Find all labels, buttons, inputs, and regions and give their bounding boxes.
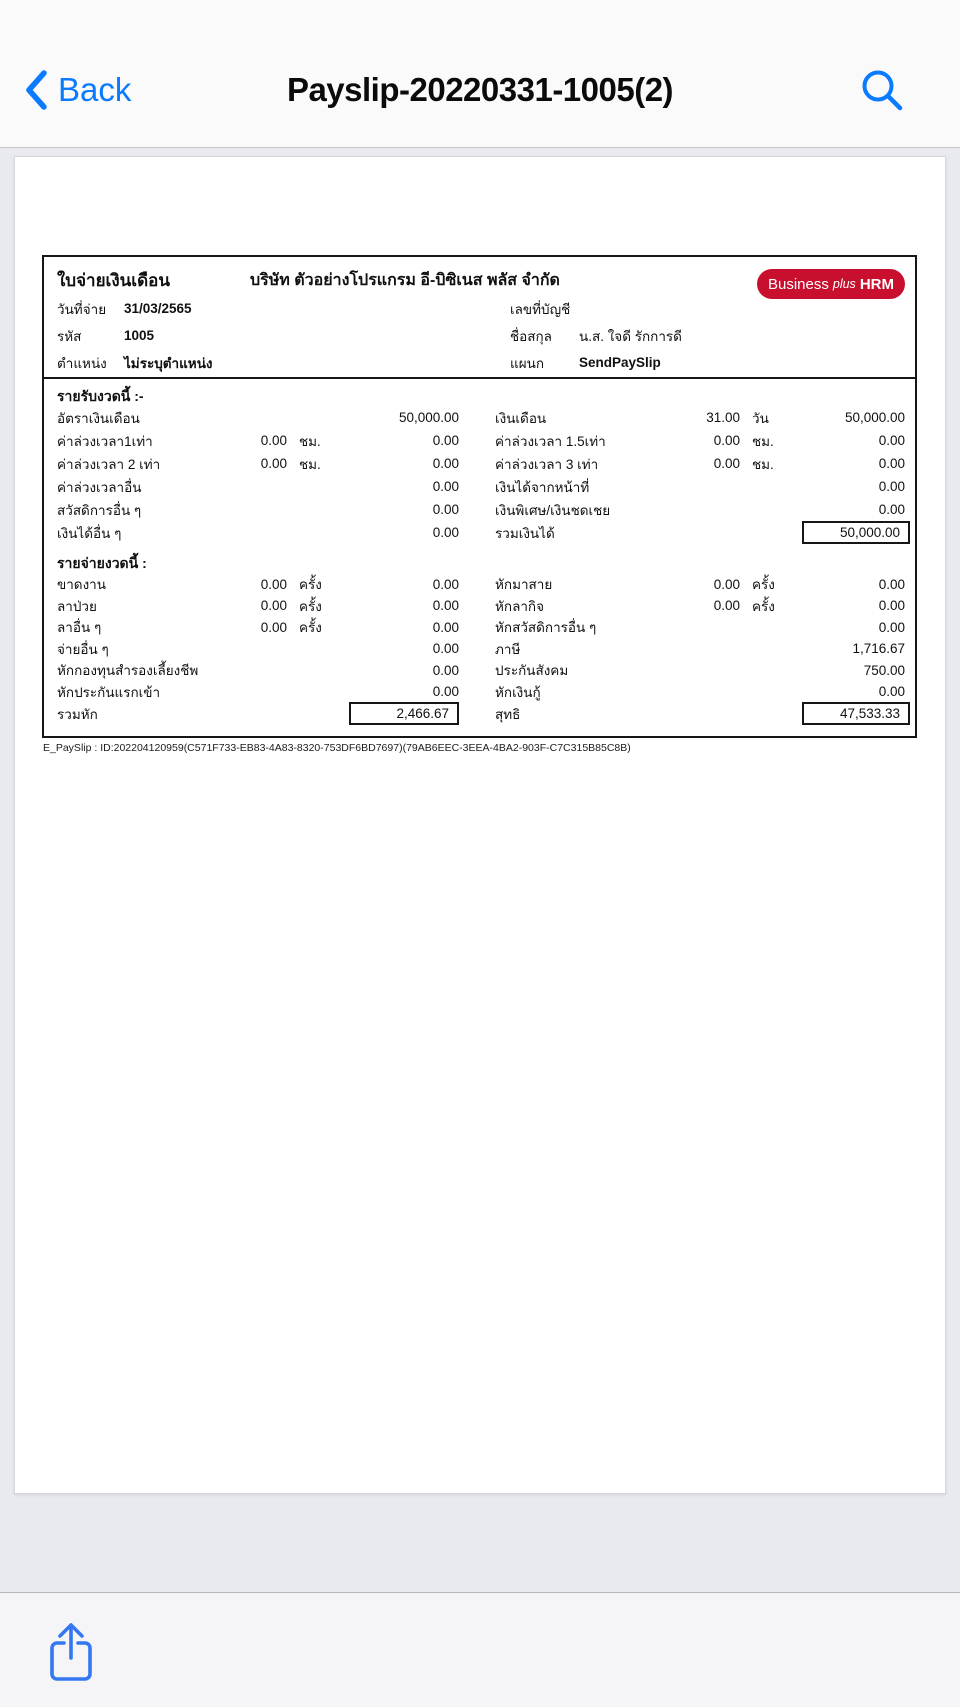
payslip-row [44, 616, 915, 638]
row-unit: ครั้ง [299, 598, 322, 614]
row-qty: 31.00 [706, 410, 740, 425]
row-label: สุทธิ [495, 706, 521, 722]
payslip-footnote-id: E_PaySlip : ID:202204120959(C571F733-EB83-4A83-8320-753DF6BD7697)(79AB6EEC-3EEA-4BA2-903F-C7C315B85C8B) [43, 742, 631, 754]
payslip-row [44, 573, 915, 595]
nav-row [0, 60, 960, 120]
field-label: ตำแหน่ง [57, 355, 107, 371]
payslip-row [44, 659, 915, 681]
row-qty: 0.00 [260, 456, 287, 471]
payslip-doc-title: ใบจ่ายเงินเดือน [57, 271, 170, 290]
row-unit: ชม. [299, 456, 321, 472]
field-value: 1005 [124, 328, 155, 343]
row-amt: 0.00 [432, 576, 459, 592]
logo-text-plus: plus [832, 277, 856, 291]
back-button[interactable] [24, 60, 131, 120]
row-label: อัตราเงินเดือน [57, 410, 140, 426]
row-unit: ชม. [752, 456, 774, 472]
row-amt: 0.00 [432, 433, 459, 448]
row-amt: 0.00 [432, 502, 459, 517]
row-label: ลาอื่น ๆ [57, 620, 102, 636]
income-rows [44, 406, 915, 544]
field-value: ไม่ระบุตำแหน่ง [124, 355, 213, 371]
payslip-row [44, 452, 915, 475]
row-label: สวัสดิการอื่น ๆ [57, 502, 142, 518]
row-label: หักประกันแรกเข้า [57, 684, 161, 700]
row-label: จ่ายอื่น ๆ [57, 641, 109, 657]
row-amt: 750.00 [863, 662, 905, 678]
row-label: เงินพิเศษ/เงินชดเชย [495, 502, 611, 518]
row-unit: ชม. [299, 433, 321, 449]
back-label: Back [58, 71, 132, 108]
row-label: หักลากิจ [495, 598, 545, 614]
company-name: บริษัท ตัวอย่างโปรแกรม อี-บิซิเนส พลัส จำกัด [250, 272, 560, 289]
deduction-rows [44, 573, 915, 724]
row-amt: 0.00 [432, 619, 459, 635]
payslip-table [42, 255, 917, 738]
row-label: เงินได้อื่น ๆ [57, 525, 122, 541]
row-qty: 0.00 [713, 576, 740, 592]
row-label: ลาป่วย [57, 598, 97, 614]
payslip-row [44, 681, 915, 703]
row-qty: 0.00 [260, 576, 287, 592]
businessplus-hrm-logo [757, 269, 905, 299]
row-amt: 0.00 [878, 576, 905, 592]
row-amt: 0.00 [432, 479, 459, 494]
row-unit: วัน [752, 410, 769, 426]
row-label: หักสวัสดิการอื่น ๆ [495, 620, 597, 636]
row-amt: 0.00 [432, 684, 459, 700]
deduction-section-title: รายจ่ายงวดนี้ : [57, 555, 147, 571]
bottom-toolbar [0, 1592, 960, 1707]
row-label: ค่าล่วงเวลาอื่น [57, 479, 142, 495]
payslip-row [44, 406, 915, 429]
payslip-row [44, 429, 915, 452]
field-label: เลขที่บัญชี [510, 301, 571, 317]
row-amt: 47,533.33 [802, 702, 910, 725]
row-label: ค่าล่วงเวลา 3 เท่า [495, 456, 599, 472]
row-amt: 0.00 [878, 502, 905, 517]
row-amt: 0.00 [432, 456, 459, 471]
field-value: 31/03/2565 [124, 301, 192, 316]
row-amt: 0.00 [432, 525, 459, 540]
row-qty: 0.00 [713, 598, 740, 614]
row-amt: 0.00 [878, 479, 905, 494]
search-button[interactable] [858, 66, 906, 114]
row-label: รวมหัก [57, 706, 98, 722]
row-label: เงินได้จากหน้าที่ [495, 479, 590, 495]
page-title: Payslip-20220331-1005(2) [286, 71, 674, 108]
payslip-row [44, 703, 915, 725]
row-unit: ครั้ง [752, 577, 775, 592]
row-unit: ครั้ง [299, 620, 322, 636]
row-label: ค่าล่วงเวลา 2 เท่า [57, 456, 161, 472]
row-amt: 1,716.67 [852, 641, 905, 657]
income-section-title: รายรับงวดนี้ :- [57, 388, 144, 404]
row-unit: ครั้ง [299, 577, 322, 592]
payslip-row [44, 638, 915, 660]
row-label: หักกองทุนสำรองเลี้ยงชีพ [57, 663, 199, 679]
row-qty: 0.00 [260, 619, 287, 635]
row-qty: 0.00 [260, 433, 287, 448]
payslip-row [44, 521, 915, 544]
row-label: หักเงินกู้ [495, 684, 541, 700]
row-amt: 50,000.00 [802, 521, 910, 544]
row-amt: 0.00 [432, 641, 459, 657]
field-value: น.ส. ใจดี รักการดี [579, 328, 682, 344]
row-amt: 2,466.67 [349, 702, 459, 725]
row-label: ค่าล่วงเวลา 1.5เท่า [495, 433, 606, 449]
payslip-header-row [57, 349, 905, 376]
payslip-row [44, 498, 915, 521]
row-amt: 0.00 [878, 433, 905, 448]
row-amt: 0.00 [878, 598, 905, 614]
document-page [14, 156, 946, 1494]
row-unit: ครั้ง [752, 598, 775, 614]
row-label: เงินเดือน [495, 410, 547, 426]
row-unit: ชม. [752, 433, 774, 449]
payslip-header-row [57, 322, 905, 349]
payslip-row [44, 595, 915, 617]
row-qty: 0.00 [713, 456, 740, 471]
row-amt: 50,000.00 [398, 410, 459, 425]
field-label: แผนก [510, 355, 545, 371]
row-qty: 0.00 [713, 433, 740, 448]
share-button[interactable] [48, 1621, 94, 1683]
payslip-row [44, 475, 915, 498]
row-label: ขาดงาน [57, 577, 106, 592]
payslip-header-fields [57, 295, 905, 376]
row-label: รวมเงินได้ [495, 525, 555, 541]
row-amt: 0.00 [878, 619, 905, 635]
field-label: รหัส [57, 328, 82, 344]
row-qty: 0.00 [260, 598, 287, 614]
row-amt: 0.00 [878, 684, 905, 700]
row-label: ภาษี [495, 641, 521, 657]
navigation-bar [0, 0, 960, 148]
row-label: ค่าล่วงเวลา1เท่า [57, 433, 153, 449]
row-amt: 50,000.00 [844, 410, 905, 425]
row-amt: 0.00 [878, 456, 905, 471]
row-label: หักมาสาย [495, 577, 553, 592]
search-icon [858, 66, 906, 114]
logo-text-business: Business [768, 275, 829, 293]
row-label: ประกันสังคม [495, 663, 569, 679]
share-icon [48, 1621, 94, 1683]
field-label: ชื่อสกุล [510, 328, 552, 344]
field-label: วันที่จ่าย [57, 301, 107, 317]
payslip-header [44, 257, 915, 379]
logo-text-hrm: HRM [859, 275, 894, 293]
row-amt: 0.00 [432, 662, 459, 678]
chevron-left-icon [24, 69, 48, 111]
payslip-header-row [57, 295, 905, 322]
field-value: SendPaySlip [579, 355, 661, 370]
row-amt: 0.00 [432, 598, 459, 614]
